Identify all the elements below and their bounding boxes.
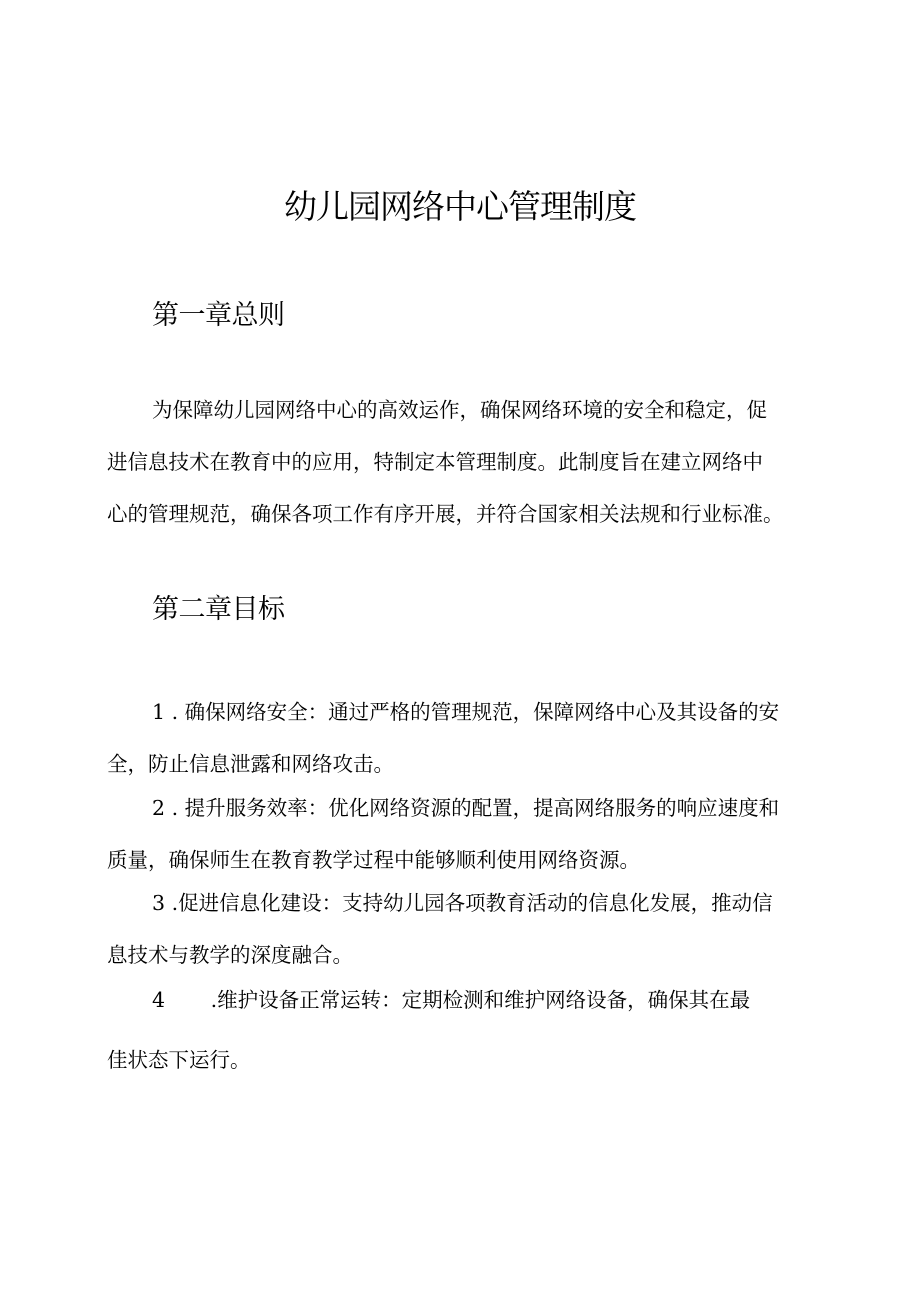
goal-item-line: 全，防止信息泄露和网络攻击。: [107, 752, 394, 776]
chapter-1-heading: 第一章总则: [152, 300, 285, 331]
goal-item-text: .促进信息化建设：支持幼儿园各项教育活动的信息化发展，推动信: [165, 891, 773, 915]
goal-item-line: [107, 782, 815, 834]
goal-item-4: [107, 974, 815, 1086]
document-title: 幼儿园网络中心管理制度: [284, 187, 636, 226]
goal-item-2: [107, 782, 815, 886]
chapter-1-paragraph: [107, 384, 815, 540]
goal-item-3: [107, 877, 815, 981]
goal-item-line: [107, 974, 815, 1026]
chapter-2-heading: 第二章目标: [152, 594, 285, 625]
goal-item-line: 息技术与教学的深度融合。: [107, 943, 353, 967]
goal-item-number: 1: [152, 700, 166, 724]
goal-item-line: 佳状态下运行。: [107, 1048, 251, 1072]
goal-item-text: . 提升服务效率：优化网络资源的配置，提高网络服务的响应速度和: [165, 796, 780, 820]
goal-item-number: 3: [152, 891, 166, 915]
paragraph-line: 进信息技术在教育中的应用，特制定本管理制度。此制度旨在建立网络中: [107, 450, 763, 474]
goal-item-line: [107, 686, 815, 738]
goal-item-line: 质量，确保师生在教育教学过程中能够顺利使用网络资源。: [107, 848, 640, 872]
goal-item-line: [107, 877, 815, 929]
goal-item-number: 2: [152, 796, 166, 820]
paragraph-line: 心的管理规范，确保各项工作有序开展，并符合国家相关法规和行业标准。: [107, 502, 784, 526]
goal-item-number: 4: [152, 988, 166, 1012]
goal-item-text: .维护设备正常运转：定期检测和维护网络设备，确保其在最: [165, 988, 751, 1012]
goal-item-1: [107, 686, 815, 790]
goal-item-text: . 确保网络安全：通过严格的管理规范，保障网络中心及其设备的安: [165, 700, 780, 724]
paragraph-line: 为保障幼儿园网络中心的高效运作，确保网络环境的安全和稳定，促: [152, 398, 767, 422]
